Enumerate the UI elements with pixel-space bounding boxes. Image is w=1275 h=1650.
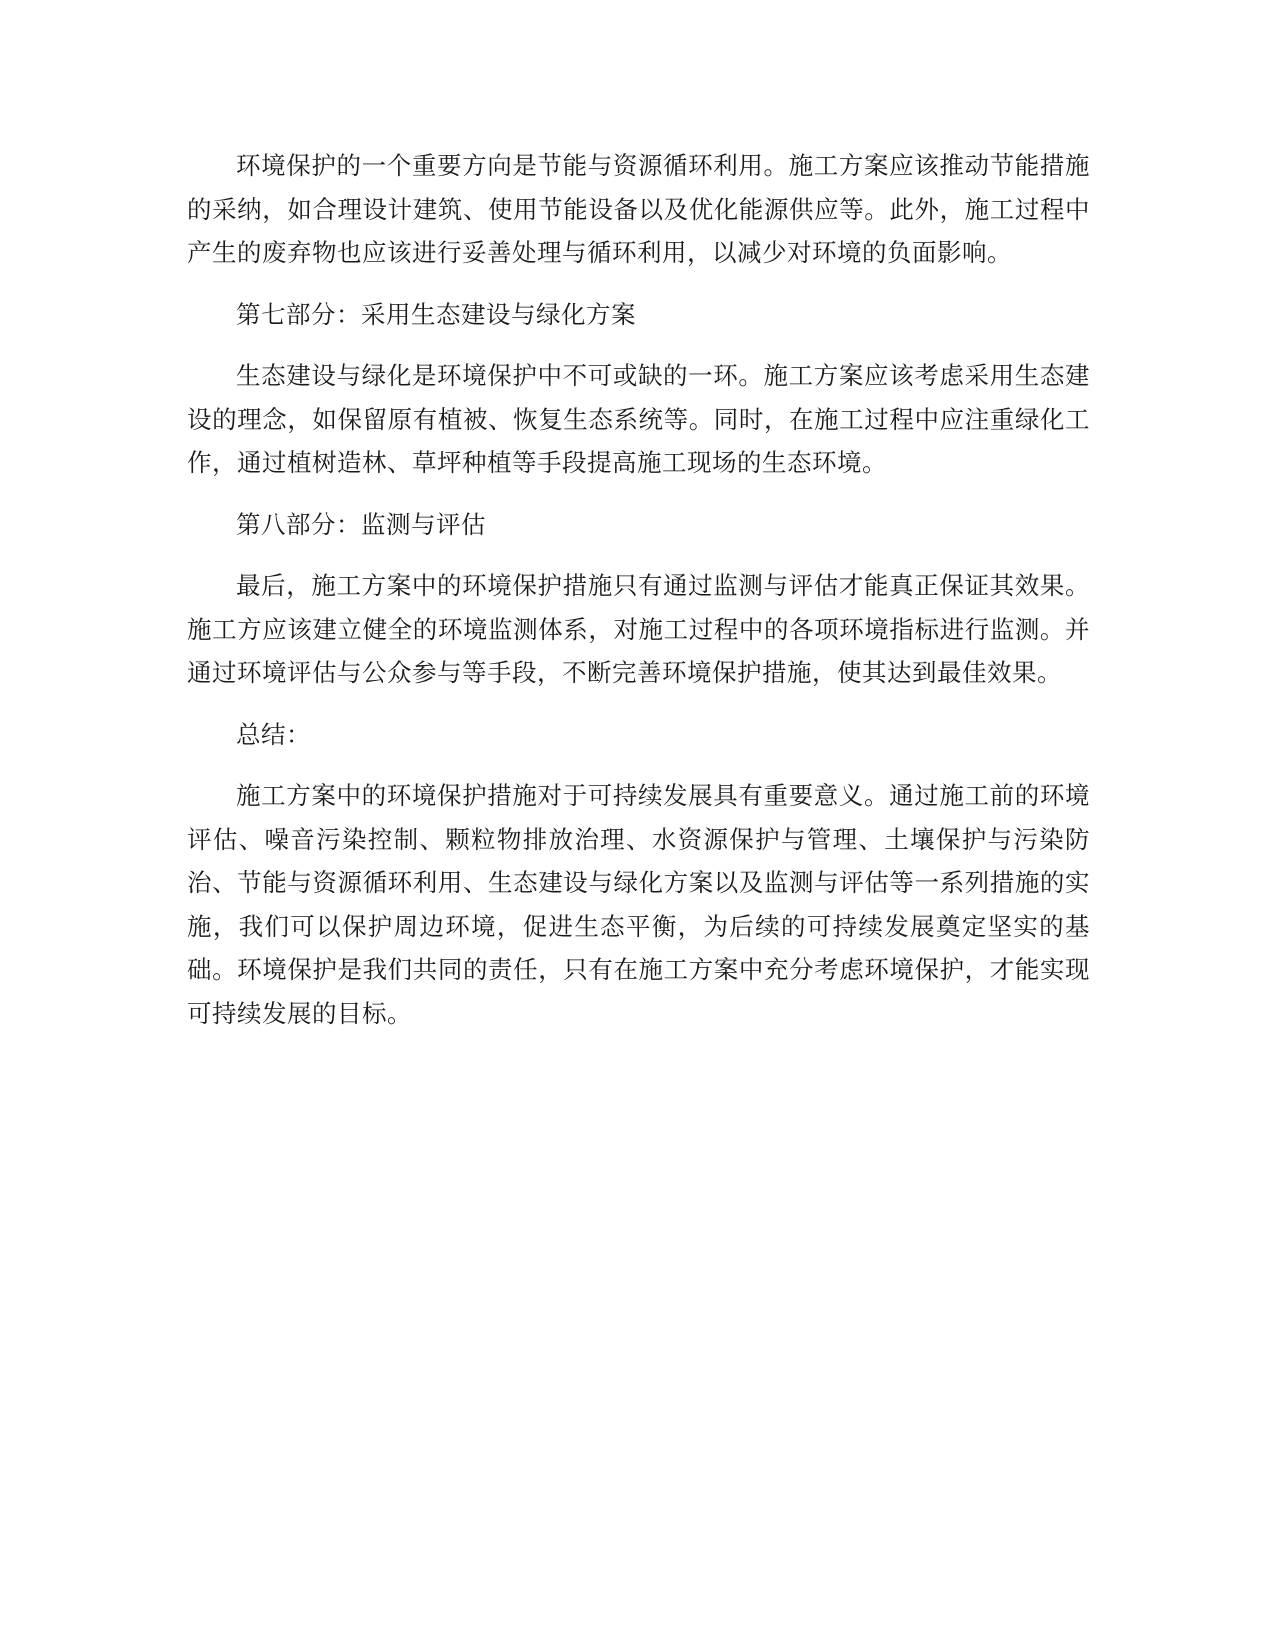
- paragraph-monitoring: 最后，施工方案中的环境保护措施只有通过监测与评估才能真正保证其效果。施工方应该建立健全的环境监测体系，对施工过程中的各项环境指标进行监测。并通过环境评估与公众参与等手段，不断完善环境保护措施，使其达到最佳效果。: [187, 571, 1090, 687]
- paragraph-ecological-construction: 生态建设与绿化是环境保护中不可或缺的一环。施工方案应该考虑采用生态建设的理念，如保留原有植被、恢复生态系统等。同时，在施工过程中应注重绿化工作，通过植树造林、草坪种植等手段提高施工现场的生态环境。: [187, 361, 1090, 477]
- document-body: [187, 144, 1090, 1053]
- section-heading-8: 第八部分：监测与评估: [236, 509, 486, 539]
- paragraph-summary: 施工方案中的环境保护措施对于可持续发展具有重要意义。通过施工前的环境评估、噪音污染控制、颗粒物排放治理、水资源保护与管理、土壤保护与污染防治、节能与资源循环利用、生态建设与绿化方案以及监测与评估等一系列措施的实施，我们可以保护周边环境，促进生态平衡，为后续的可持续发展奠定坚实的基础。环境保护是我们共同的责任，只有在施工方案中充分考虑环境保护，才能实现可持续发展的目标。: [187, 781, 1090, 1028]
- section-heading-7: 第七部分：采用生态建设与绿化方案: [236, 299, 636, 329]
- summary-heading: 总结：: [236, 719, 311, 749]
- paragraph-energy-saving: 环境保护的一个重要方向是节能与资源循环利用。施工方案应该推动节能措施的采纳，如合理设计建筑、使用节能设备以及优化能源供应等。此外，施工过程中产生的废弃物也应该进行妥善处理与循环利用，以减少对环境的负面影响。: [187, 151, 1090, 267]
